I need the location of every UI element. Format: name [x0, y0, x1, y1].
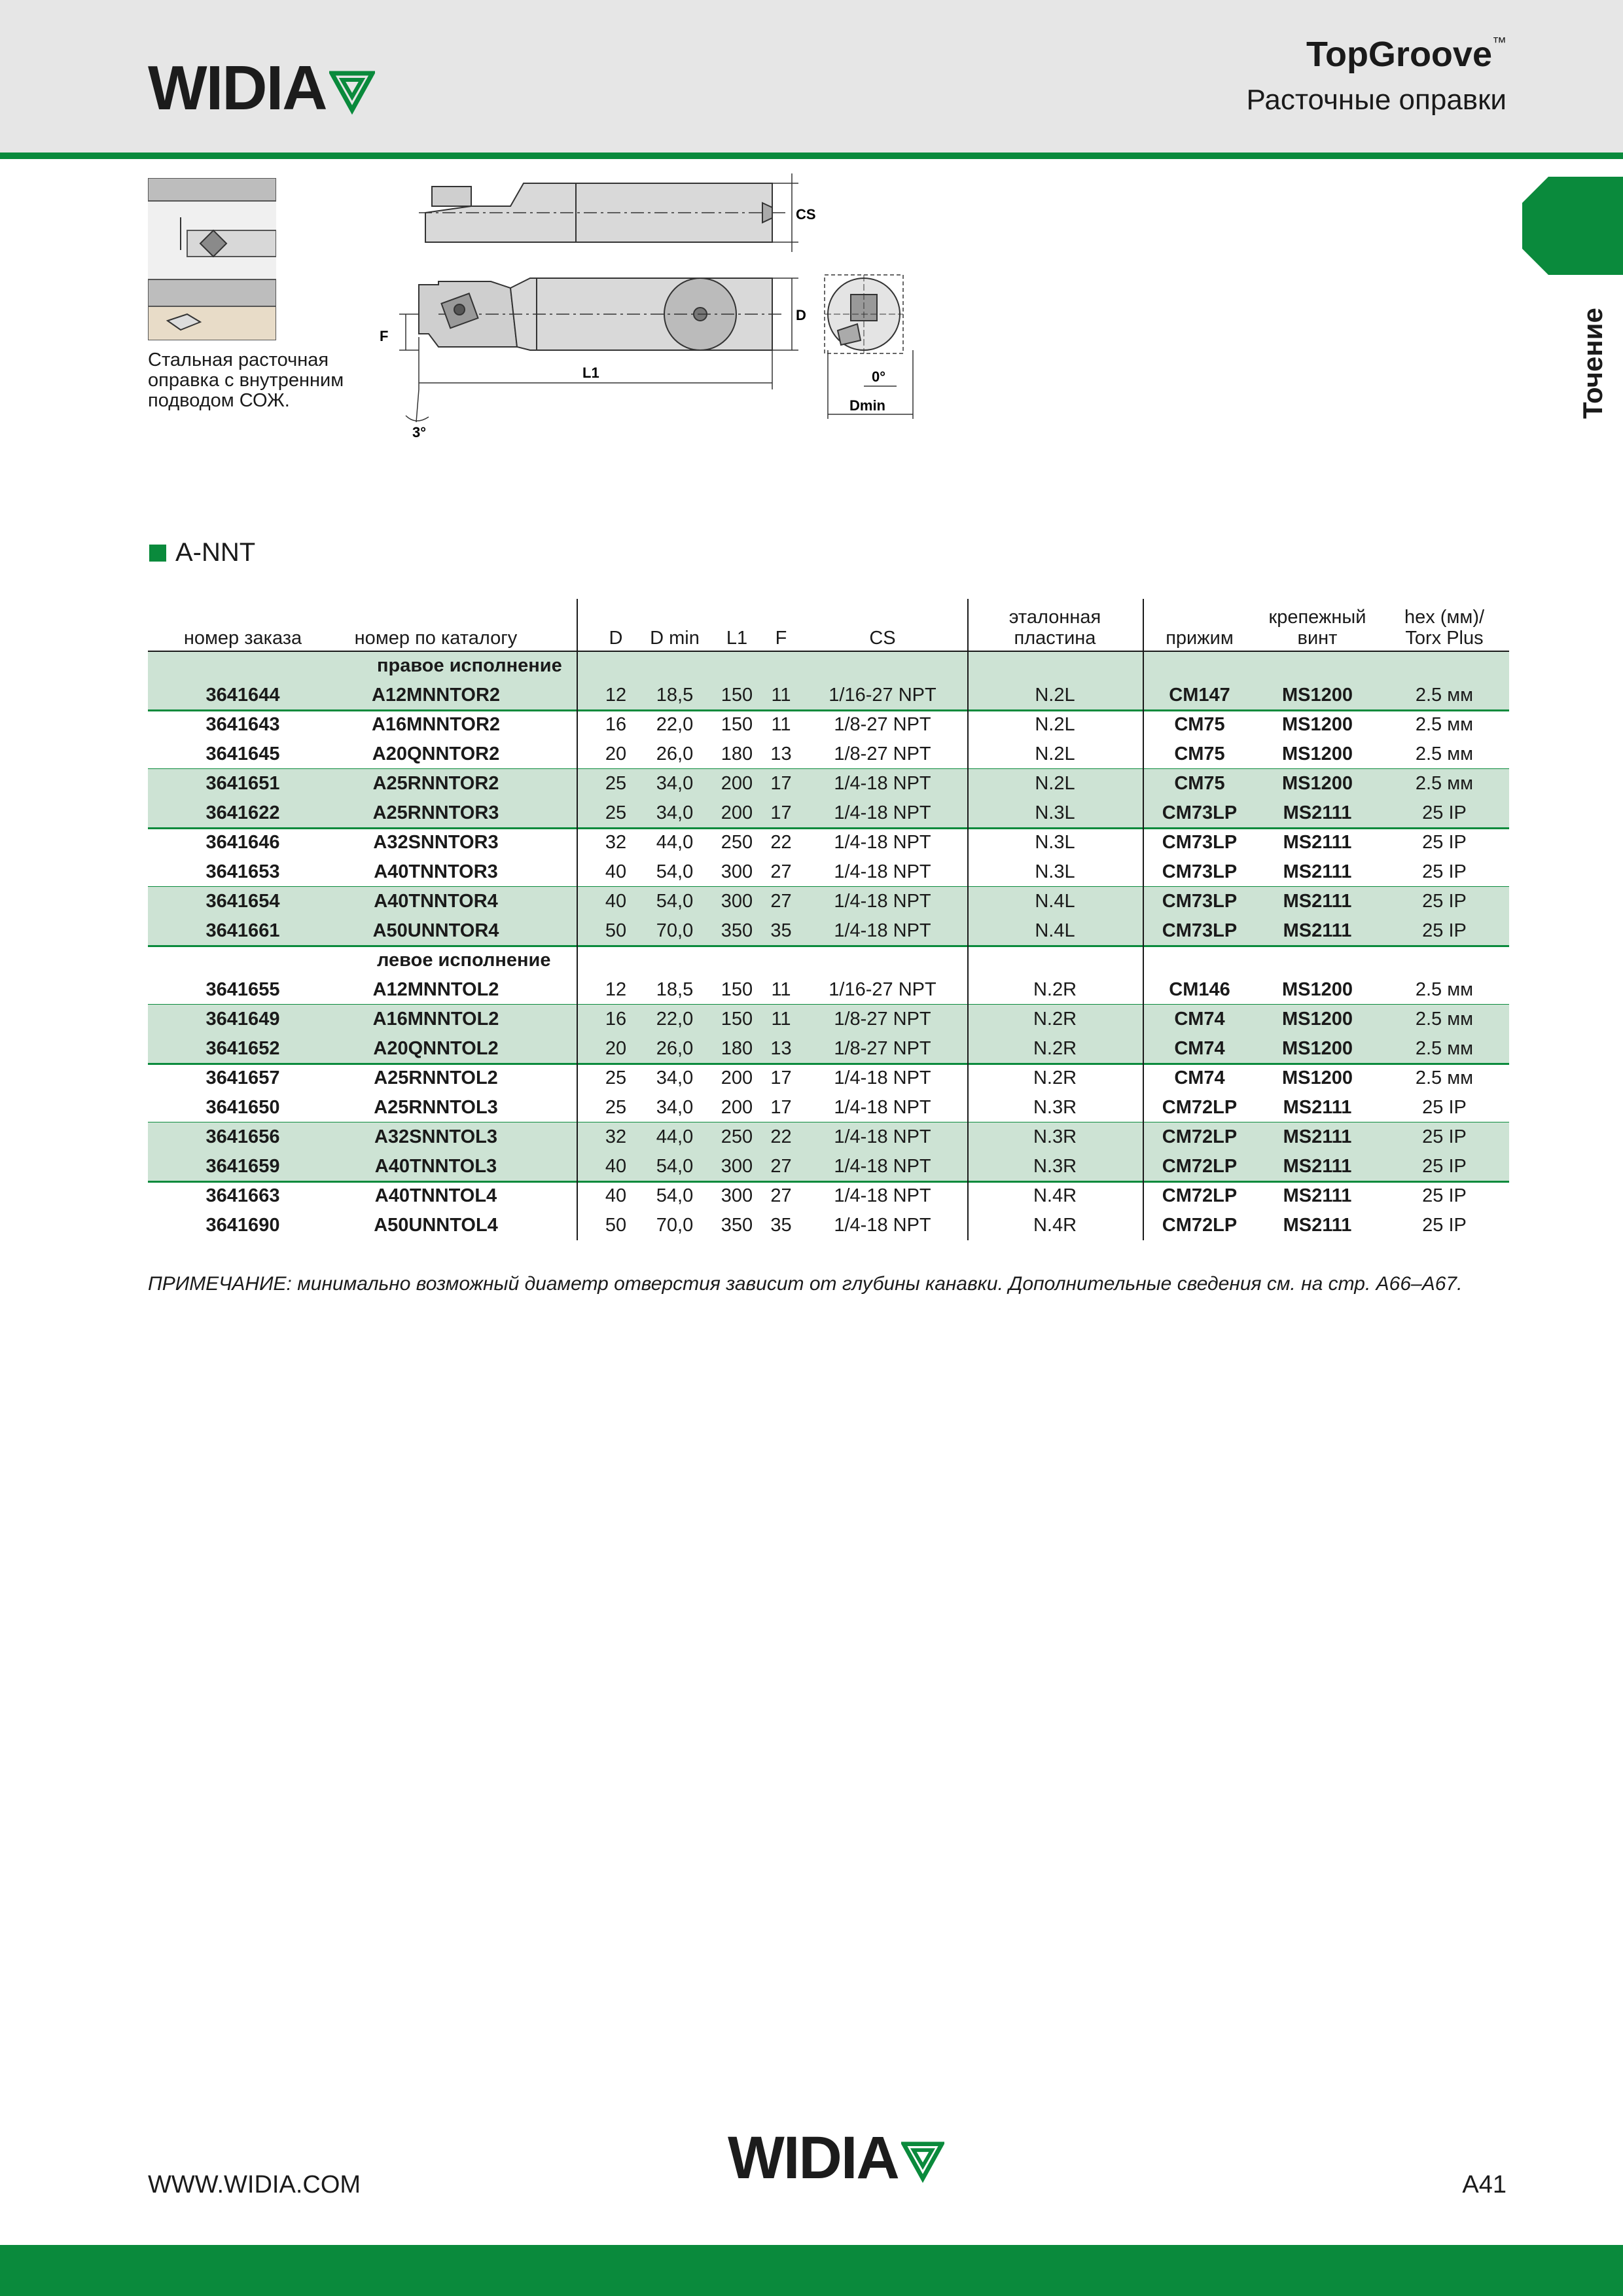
- cell-dmin: 22,0: [656, 1009, 694, 1030]
- col-header-d: D: [609, 628, 623, 649]
- cell-order: 3641661: [205, 920, 280, 941]
- cell-cs: 1/4-18 NPT: [834, 1215, 931, 1236]
- cell-catalog: A16MNNTOL2: [372, 1009, 499, 1030]
- cell-screw: MS1200: [1281, 1009, 1353, 1030]
- cell-order: 3641643: [205, 714, 280, 735]
- cell-d: 25: [605, 773, 627, 794]
- label-l1: L1: [582, 365, 599, 381]
- cell-gauge: N.2R: [1033, 1067, 1077, 1088]
- cell-l1: 180: [721, 744, 753, 764]
- cell-cs: 1/4-18 NPT: [834, 1067, 931, 1088]
- cell-d: 12: [605, 979, 627, 1000]
- cell-hex: 25 IP: [1422, 1097, 1467, 1118]
- cell-f: 17: [770, 802, 792, 823]
- cell-gauge: N.4R: [1033, 1185, 1077, 1206]
- side-tab-shape: [1522, 177, 1623, 275]
- cell-dmin: 54,0: [656, 861, 694, 882]
- cell-hex: 25 IP: [1422, 1185, 1467, 1206]
- cell-d: 25: [605, 1097, 627, 1118]
- cell-cs: 1/8-27 NPT: [834, 1038, 931, 1059]
- cell-catalog: A40TNNTOL3: [374, 1156, 497, 1177]
- col-header-dmin: D min: [650, 628, 700, 649]
- cell-l1: 250: [721, 1126, 753, 1147]
- cell-clamp: CM72LP: [1162, 1126, 1238, 1147]
- cell-catalog: A40TNNTOR3: [374, 861, 498, 882]
- cell-l1: 300: [721, 891, 753, 912]
- cell-catalog: A20QNNTOL2: [373, 1038, 499, 1059]
- cell-clamp: CM73LP: [1162, 832, 1238, 853]
- cell-clamp: CM73LP: [1162, 920, 1238, 941]
- cell-screw: MS2111: [1283, 891, 1352, 912]
- cell-dmin: 34,0: [656, 773, 694, 794]
- table-body: [148, 651, 1509, 1240]
- footer-band: [0, 2245, 1623, 2296]
- cell-hex: 2.5 мм: [1415, 1009, 1474, 1030]
- cell-clamp: CM73LP: [1162, 891, 1238, 912]
- table-row: [148, 828, 1509, 857]
- cell-order: 3641646: [205, 832, 280, 853]
- cell-dmin: 44,0: [656, 832, 694, 853]
- cell-hex: 25 IP: [1422, 802, 1467, 823]
- label-dmin: Dmin: [849, 397, 885, 414]
- cell-catalog: A50UNNTOL4: [374, 1215, 498, 1236]
- figure-caption: Стальная расточная оправка с внутренним подводом СОЖ.: [148, 350, 344, 411]
- cell-l1: 300: [721, 1156, 753, 1177]
- footer-logo-wordmark: WIDIA: [728, 2125, 899, 2191]
- cell-dmin: 70,0: [656, 920, 694, 941]
- cell-dmin: 70,0: [656, 1215, 694, 1236]
- table-row: [148, 1034, 1509, 1064]
- cell-dmin: 44,0: [656, 1126, 694, 1147]
- cell-catalog: A25RNNTOL3: [374, 1097, 498, 1118]
- cell-l1: 350: [721, 1215, 753, 1236]
- table-row: [148, 916, 1509, 946]
- cell-screw: MS1200: [1281, 773, 1353, 794]
- col-header-cs: CS: [869, 628, 896, 649]
- cell-d: 25: [605, 1067, 627, 1088]
- table-row: [148, 1064, 1509, 1093]
- col-header-order: номер заказа: [183, 628, 302, 649]
- cell-cs: 1/4-18 NPT: [834, 891, 931, 912]
- cell-catalog: A16MNNTOR2: [371, 714, 501, 735]
- cell-f: 22: [770, 1126, 792, 1147]
- cell-f: 11: [771, 714, 791, 735]
- cell-d: 40: [605, 891, 627, 912]
- cell-cs: 1/4-18 NPT: [834, 773, 931, 794]
- label-cs: CS: [796, 206, 816, 223]
- cell-f: 27: [770, 861, 792, 882]
- cell-f: 13: [770, 1038, 792, 1059]
- cell-d: 32: [605, 832, 627, 853]
- footer-url[interactable]: WWW.WIDIA.COM: [148, 2171, 361, 2198]
- table-row: [148, 857, 1509, 887]
- cell-f: 27: [770, 1156, 792, 1177]
- footer-logo: [728, 2124, 944, 2193]
- cell-screw: MS2111: [1283, 1156, 1352, 1177]
- table-header-row: [148, 599, 1509, 651]
- cell-d: 16: [605, 1009, 627, 1030]
- cell-order: 3641654: [205, 891, 280, 912]
- cell-d: 40: [605, 1156, 627, 1177]
- cell-dmin: 34,0: [656, 1097, 694, 1118]
- cell-order: 3641653: [205, 861, 280, 882]
- cell-l1: 200: [721, 802, 753, 823]
- cell-screw: MS1200: [1281, 685, 1353, 706]
- cell-d: 40: [605, 861, 627, 882]
- col-header-gauge: эталонная пластина: [1008, 607, 1101, 649]
- cell-cs: 1/16-27 NPT: [829, 685, 936, 706]
- cell-f: 35: [770, 920, 792, 941]
- cell-hex: 25 IP: [1422, 1215, 1467, 1236]
- cell-hex: 2.5 мм: [1415, 714, 1474, 735]
- cell-cs: 1/4-18 NPT: [834, 1185, 931, 1206]
- cell-screw: MS1200: [1281, 979, 1353, 1000]
- cell-order: 3641656: [205, 1126, 280, 1147]
- column-divider: [577, 599, 578, 1240]
- cell-screw: MS2111: [1283, 1097, 1352, 1118]
- cell-gauge: N.2L: [1035, 773, 1075, 794]
- cell-l1: 300: [721, 1185, 753, 1206]
- cell-f: 17: [770, 1067, 792, 1088]
- logo-wordmark: WIDIA: [148, 53, 327, 123]
- cell-gauge: N.3R: [1033, 1156, 1077, 1177]
- cell-clamp: CM72LP: [1162, 1097, 1238, 1118]
- cell-l1: 150: [721, 685, 753, 706]
- cell-f: 22: [770, 832, 792, 853]
- cell-gauge: N.3L: [1035, 802, 1075, 823]
- cell-l1: 250: [721, 832, 753, 853]
- side-view-drawing: [419, 278, 785, 350]
- cell-catalog: A32SNNTOL3: [374, 1126, 498, 1147]
- cell-catalog: A40TNNTOL4: [374, 1185, 497, 1206]
- cell-d: 20: [605, 744, 627, 764]
- column-divider: [1143, 599, 1144, 1240]
- footer-widia-triangle-icon: [901, 2140, 944, 2183]
- cell-screw: MS2111: [1283, 1215, 1352, 1236]
- cell-hex: 2.5 мм: [1415, 1067, 1474, 1088]
- cell-d: 50: [605, 920, 627, 941]
- cell-f: 35: [770, 1215, 792, 1236]
- cell-screw: MS2111: [1283, 1126, 1352, 1147]
- cell-cs: 1/8-27 NPT: [834, 714, 931, 735]
- cell-d: 12: [605, 685, 627, 706]
- cell-catalog: A12MNNTOR2: [371, 685, 501, 706]
- cell-gauge: N.2R: [1033, 979, 1077, 1000]
- cell-order: 3641650: [205, 1097, 280, 1118]
- cell-screw: MS2111: [1283, 861, 1352, 882]
- header-underline: [148, 651, 1509, 652]
- col-header-l1: L1: [726, 628, 748, 649]
- cell-catalog: A25RNNTOR3: [372, 802, 499, 823]
- table-row: [148, 1005, 1509, 1034]
- cell-cs: 1/4-18 NPT: [834, 861, 931, 882]
- cell-d: 20: [605, 1038, 627, 1059]
- cell-f: 11: [771, 1009, 791, 1030]
- cell-screw: MS1200: [1281, 1038, 1353, 1059]
- cell-f: 17: [770, 773, 792, 794]
- table-row: [148, 798, 1509, 828]
- cell-f: 11: [771, 979, 791, 1000]
- cell-screw: MS1200: [1281, 1067, 1353, 1088]
- column-divider: [967, 599, 969, 1240]
- cell-f: 11: [771, 685, 791, 706]
- cell-clamp: CM72LP: [1162, 1156, 1238, 1177]
- cell-order: 3641657: [205, 1067, 280, 1088]
- cell-dmin: 18,5: [656, 979, 694, 1000]
- cell-hex: 25 IP: [1422, 920, 1467, 941]
- end-view-drawing: [825, 275, 903, 353]
- cell-l1: 200: [721, 1067, 753, 1088]
- col-header-f: F: [775, 628, 787, 649]
- cell-l1: 300: [721, 861, 753, 882]
- cell-hex: 2.5 мм: [1415, 773, 1474, 794]
- cell-clamp: CM72LP: [1162, 1215, 1238, 1236]
- cell-gauge: N.2R: [1033, 1038, 1077, 1059]
- table-row: [148, 1181, 1509, 1211]
- cell-dmin: 54,0: [656, 891, 694, 912]
- cell-clamp: CM75: [1174, 714, 1225, 735]
- table-row: [148, 975, 1509, 1005]
- cell-clamp: CM73LP: [1162, 861, 1238, 882]
- product-subtitle: Расточные оправки: [1246, 84, 1507, 116]
- cell-dmin: 34,0: [656, 802, 694, 823]
- cell-cs: 1/4-18 NPT: [834, 1126, 931, 1147]
- col-header-clamp: прижим: [1166, 628, 1234, 649]
- cell-d: 40: [605, 1185, 627, 1206]
- cell-order: 3641649: [205, 1009, 280, 1030]
- product-title: TopGroove™: [1306, 34, 1507, 74]
- cell-order: 3641651: [205, 773, 280, 794]
- cell-dmin: 26,0: [656, 744, 694, 764]
- cell-l1: 150: [721, 714, 753, 735]
- cell-l1: 150: [721, 1009, 753, 1030]
- table-note: ПРИМЕЧАНИЕ: минимально возможный диаметр отверстия зависит от глубины канавки. Дополнительные сведения см. на стр. A66–A67.: [148, 1273, 1463, 1295]
- cell-clamp: CM74: [1174, 1038, 1225, 1059]
- cell-cs: 1/4-18 NPT: [834, 1097, 931, 1118]
- cell-gauge: N.2L: [1035, 744, 1075, 764]
- cell-cs: 1/4-18 NPT: [834, 920, 931, 941]
- group-label-row: [148, 946, 1509, 975]
- section-title: A-NNT: [175, 538, 256, 567]
- section-heading: [149, 538, 255, 567]
- cell-l1: 180: [721, 1038, 753, 1059]
- cell-catalog: A50UNNTOR4: [372, 920, 499, 941]
- col-header-catalog: номер по каталогу: [354, 628, 518, 649]
- cell-cs: 1/4-18 NPT: [834, 832, 931, 853]
- cell-hex: 25 IP: [1422, 1156, 1467, 1177]
- cell-order: 3641659: [205, 1156, 280, 1177]
- group-label: правое исполнение: [377, 655, 562, 676]
- cell-gauge: N.4L: [1035, 891, 1075, 912]
- cell-cs: 1/4-18 NPT: [834, 1156, 931, 1177]
- table-row: [148, 769, 1509, 798]
- header-rule: [0, 152, 1623, 159]
- tool-dimension-drawing: [380, 173, 942, 442]
- cell-screw: MS2111: [1283, 1185, 1352, 1206]
- header-logo: [148, 52, 375, 124]
- top-view-drawing: [419, 183, 785, 242]
- cell-order: 3641644: [205, 685, 280, 706]
- side-tab-label: Точение: [1577, 308, 1608, 419]
- cell-d: 50: [605, 1215, 627, 1236]
- widia-triangle-icon: [329, 69, 375, 115]
- cell-order: 3641645: [205, 744, 280, 764]
- label-angle-3: 3°: [412, 424, 427, 440]
- cell-f: 27: [770, 1185, 792, 1206]
- table-row: [148, 887, 1509, 916]
- cell-clamp: CM73LP: [1162, 802, 1238, 823]
- cell-dmin: 34,0: [656, 1067, 694, 1088]
- cell-catalog: A40TNNTOR4: [374, 891, 498, 912]
- cell-gauge: N.4L: [1035, 920, 1075, 941]
- cell-hex: 2.5 мм: [1415, 1038, 1474, 1059]
- cell-dmin: 18,5: [656, 685, 694, 706]
- cell-cs: 1/8-27 NPT: [834, 1009, 931, 1030]
- cell-screw: MS2111: [1283, 832, 1352, 853]
- cell-l1: 200: [721, 1097, 753, 1118]
- cell-gauge: N.2L: [1035, 714, 1075, 735]
- table-row: [148, 1093, 1509, 1122]
- cell-dmin: 54,0: [656, 1156, 694, 1177]
- cell-l1: 150: [721, 979, 753, 1000]
- group-label: левое исполнение: [377, 950, 551, 971]
- cell-dmin: 54,0: [656, 1185, 694, 1206]
- cell-gauge: N.3L: [1035, 832, 1075, 853]
- product-table: [148, 599, 1509, 1240]
- label-angle-0: 0°: [872, 368, 886, 385]
- cell-dmin: 26,0: [656, 1038, 694, 1059]
- cell-order: 3641652: [205, 1038, 280, 1059]
- cell-clamp: CM75: [1174, 744, 1225, 764]
- cell-f: 17: [770, 1097, 792, 1118]
- cell-f: 13: [770, 744, 792, 764]
- cell-hex: 25 IP: [1422, 891, 1467, 912]
- table-row: [148, 710, 1509, 740]
- cell-l1: 200: [721, 773, 753, 794]
- label-f: F: [380, 328, 389, 344]
- cell-order: 3641690: [205, 1215, 280, 1236]
- cell-screw: MS1200: [1281, 714, 1353, 735]
- cell-gauge: N.3R: [1033, 1097, 1077, 1118]
- cell-hex: 25 IP: [1422, 832, 1467, 853]
- cell-screw: MS1200: [1281, 744, 1353, 764]
- cell-hex: 25 IP: [1422, 861, 1467, 882]
- cell-screw: MS2111: [1283, 920, 1352, 941]
- cell-clamp: CM74: [1174, 1067, 1225, 1088]
- cell-gauge: N.3R: [1033, 1126, 1077, 1147]
- cell-catalog: A12MNNTOL2: [372, 979, 499, 1000]
- cross-section-illustration: [148, 178, 276, 340]
- cell-l1: 350: [721, 920, 753, 941]
- table-row: [148, 1122, 1509, 1152]
- cell-catalog: A25RNNTOL2: [374, 1067, 498, 1088]
- cell-clamp: CM147: [1169, 685, 1230, 706]
- col-header-hex: hex (мм)/ Torx Plus: [1404, 607, 1485, 649]
- cell-d: 32: [605, 1126, 627, 1147]
- table-row: [148, 681, 1509, 710]
- col-header-screw: крепежный винт: [1268, 607, 1366, 649]
- cell-gauge: N.2L: [1035, 685, 1075, 706]
- cell-cs: 1/8-27 NPT: [834, 744, 931, 764]
- cell-clamp: CM74: [1174, 1009, 1225, 1030]
- cell-gauge: N.2R: [1033, 1009, 1077, 1030]
- table-row: [148, 1152, 1509, 1181]
- cell-clamp: CM146: [1169, 979, 1230, 1000]
- cell-screw: MS2111: [1283, 802, 1352, 823]
- cell-f: 27: [770, 891, 792, 912]
- cell-clamp: CM75: [1174, 773, 1225, 794]
- cell-order: 3641663: [205, 1185, 280, 1206]
- cell-gauge: N.3L: [1035, 861, 1075, 882]
- trademark-sign: ™: [1492, 34, 1507, 50]
- cell-catalog: A20QNNTOR2: [372, 744, 500, 764]
- cell-order: 3641622: [205, 802, 280, 823]
- cell-hex: 2.5 мм: [1415, 979, 1474, 1000]
- page-number: A41: [1462, 2171, 1507, 2198]
- cell-dmin: 22,0: [656, 714, 694, 735]
- cell-order: 3641655: [205, 979, 280, 1000]
- table-row: [148, 1211, 1509, 1240]
- cell-hex: 2.5 мм: [1415, 744, 1474, 764]
- cell-d: 25: [605, 802, 627, 823]
- group-label-row: [148, 651, 1509, 681]
- label-d: D: [796, 307, 806, 323]
- cell-d: 16: [605, 714, 627, 735]
- cell-cs: 1/16-27 NPT: [829, 979, 936, 1000]
- cell-catalog: A25RNNTOR2: [372, 773, 499, 794]
- cell-gauge: N.4R: [1033, 1215, 1077, 1236]
- cell-clamp: CM72LP: [1162, 1185, 1238, 1206]
- cell-hex: 2.5 мм: [1415, 685, 1474, 706]
- cell-cs: 1/4-18 NPT: [834, 802, 931, 823]
- table-row: [148, 740, 1509, 769]
- section-bullet-icon: [149, 545, 166, 562]
- cell-catalog: A32SNNTOR3: [373, 832, 499, 853]
- cell-hex: 25 IP: [1422, 1126, 1467, 1147]
